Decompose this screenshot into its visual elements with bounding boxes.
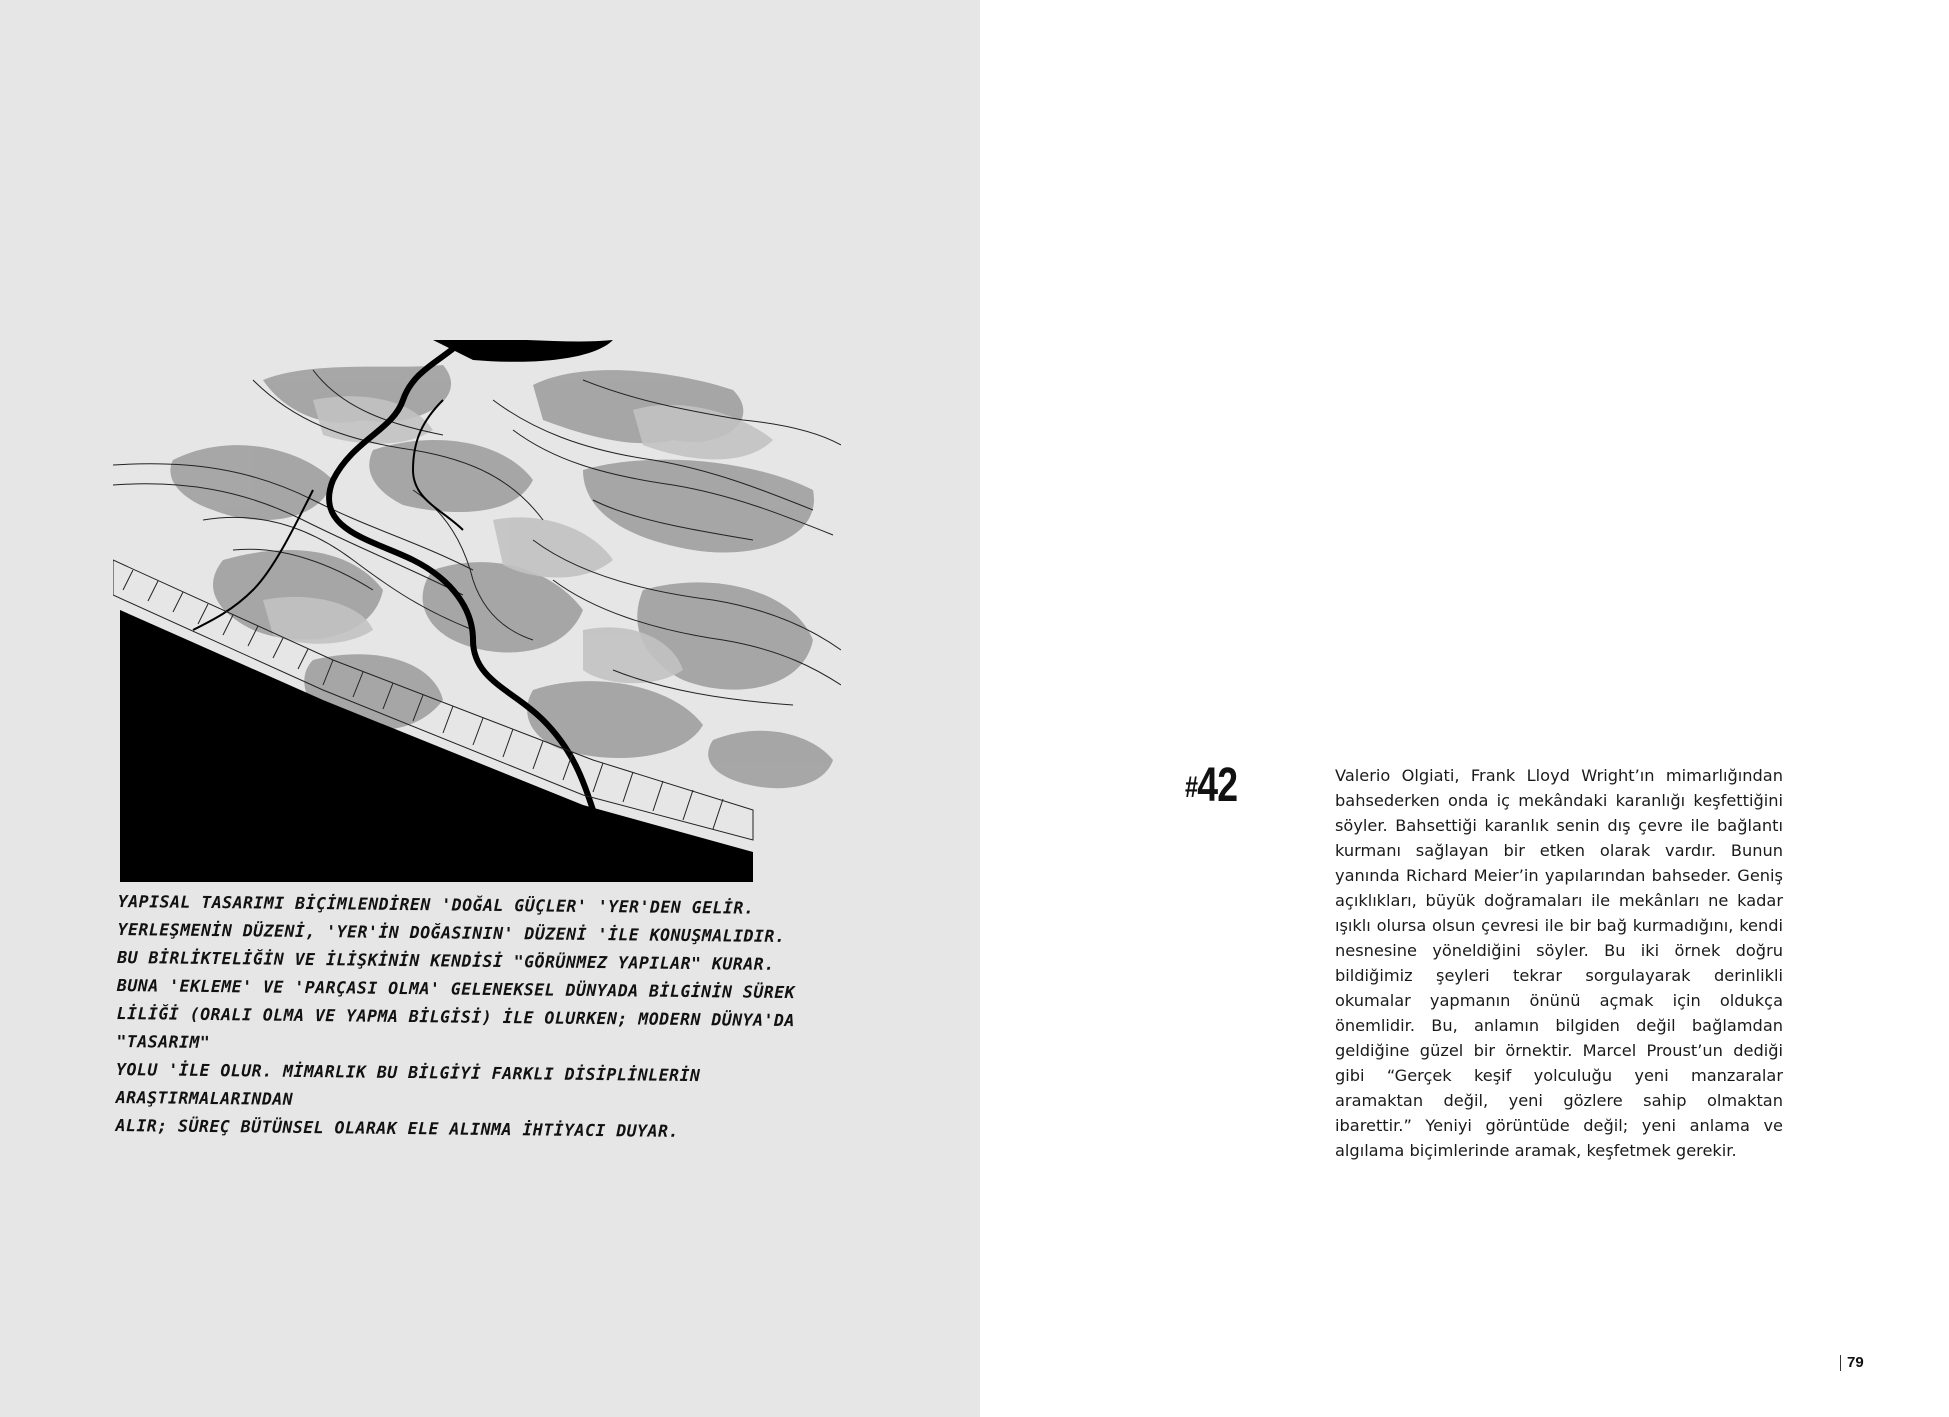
page-number: 79 — [1847, 1354, 1864, 1371]
entry-number-value: 42 — [1197, 759, 1238, 812]
sketch-caption: YAPISAL TASARIMI BİÇİMLENDİREN 'DOĞAL GÜÇLER' 'YER'DEN GELİR. YERLEŞMENİN DÜZENİ, 'YER'İN DOĞASININ' DÜZENİ 'İLE KONUŞMALIDIR. BU BİRLİKTELİĞİN VE İLİŞKİNİN KENDİSİ "GÖRÜNMEZ YAPILAR" KURAR. BUNA 'EKLEME' VE 'PARÇASI OLMA' GELENEKSEL DÜNYADA BİLGİNİN SÜREK LİLİĞİ (ORALI OLMA VE YAPMA BİLGİSİ) İLE OLURKEN; MODERN DÜNYA'DA "TASARIM" YOLU 'İLE OLUR. MİMARLIK BU BİLGİYİ FARKLI DİSİPLİNLERİN ARAŞTIRMALARINDAN ALIR; SÜREÇ BÜTÜNSEL OLARAK ELE ALINMA İHTİYACI DUYAR. — [115, 891, 796, 1141]
hash-symbol: # — [1185, 771, 1198, 804]
body-text: Valerio Olgiati, Frank Lloyd Wright’ın mimarlığından bahsederken onda iç mekândaki karanlığı keşfettiğini söyler. Bahsettiği karanlık senin dış çevre ile bağlantı kurmanı sağlayan bir etken olarak vardır. Bunun yanında Richard Meier’in yapılarından bahseder. Geniş açıklıkları, büyük doğramaları ile mekânları ne kadar ışıklı olursa olsun çevresi ile bir bağ kurmadığını, kendi nesnesine yöneldiğini söyler. Bu iki örnek doğru bildiğimiz şeyleri tekrar sorgulayarak derinlikli okumalar yapmanın önünü açmak için oldukça önemlidir. Bu, anlamın bilgiden değil bağlamdan geldiğine güzel bir örnektir. Marcel Proust’un dediği gibi “Gerçek keşif yolculuğu yeni manzaralar aramaktan değil, yeni gözlere sahip olmaktan ibarettir.” Yeniyi görüntüde değil; yeni anlama ve algılama biçimlerinde aramak, keşfetmek gerekir. — [1335, 766, 1783, 1160]
entry-number — [1185, 760, 1237, 812]
right-page — [980, 0, 1949, 1417]
terrain-sketch — [113, 340, 841, 900]
page-footer — [1840, 1354, 1864, 1371]
page-number-divider — [1840, 1355, 1841, 1371]
